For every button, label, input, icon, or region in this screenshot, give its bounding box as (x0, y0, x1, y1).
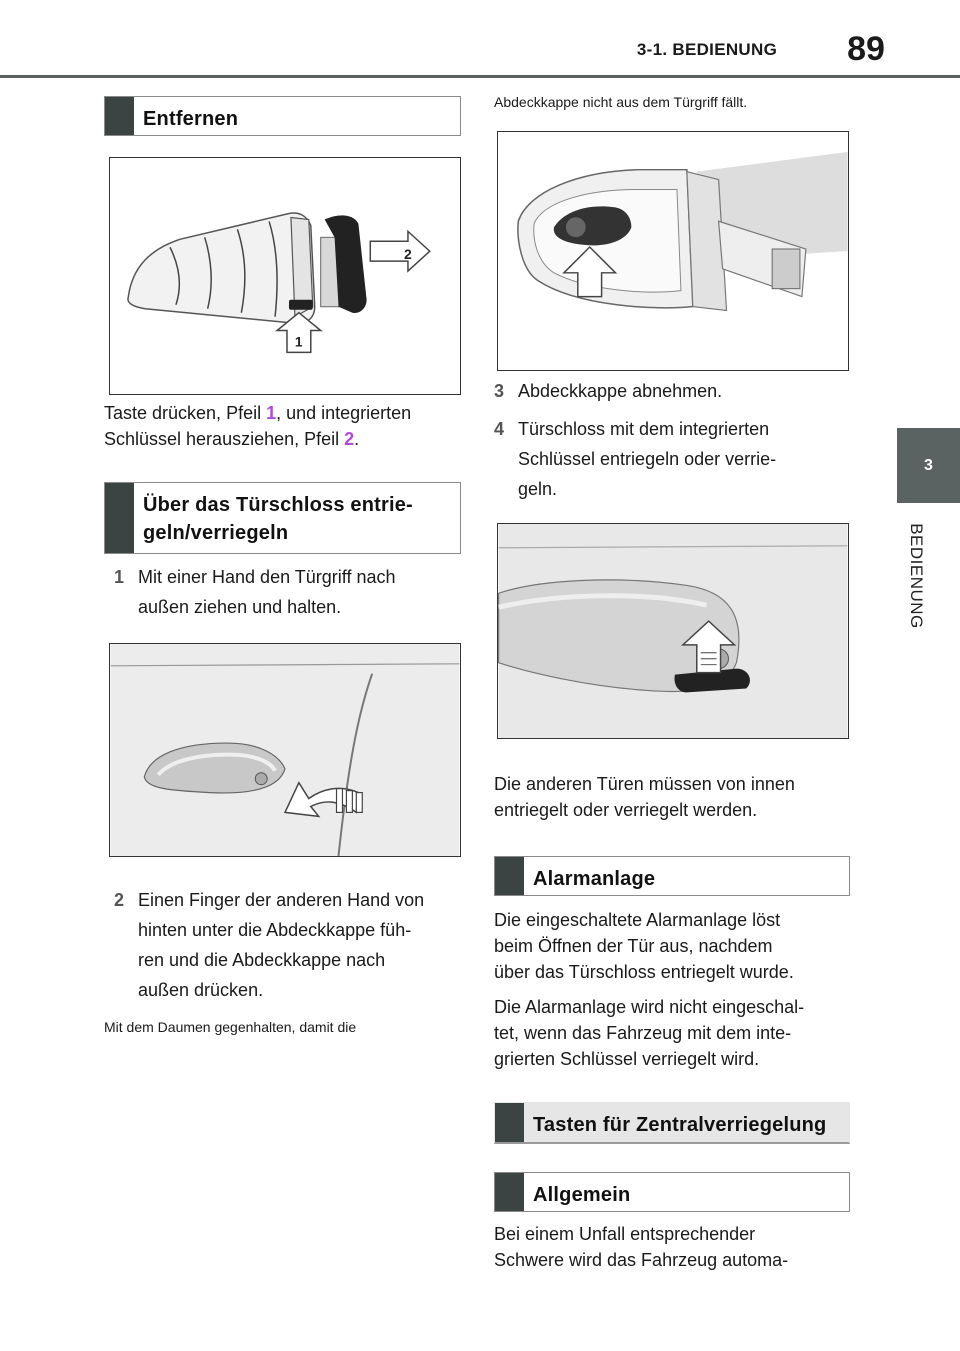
page-number: 89 (847, 30, 885, 68)
key-removal-illustration (110, 158, 460, 394)
door-handle-illustration (110, 644, 460, 856)
alarm-paragraph-1: Die eingeschaltete Alarmanlage löst beim Öffnen der Tür aus, nachdem über das Türschloss entriegelt wurde. (494, 910, 794, 982)
section-heading-text: Über das Türschloss entrie- geln/verriegeln (143, 494, 413, 544)
step-number: 1 (114, 567, 125, 587)
section-heading-text: Allgemein (533, 1184, 631, 1206)
step-number: 2 (114, 890, 125, 910)
step-number: 4 (494, 419, 505, 439)
section-heading-text: Tasten für Zentralverriegelung (533, 1114, 827, 1136)
section-heading-bar (495, 1173, 524, 1211)
chapter-tab-number: 3 (924, 456, 933, 474)
step-number: 3 (494, 381, 505, 401)
section-heading-bar (105, 483, 134, 553)
header-rule (0, 75, 960, 78)
chapter-tab[interactable] (897, 428, 960, 503)
chapter-title: 3-1. BEDIENUNG (636, 40, 778, 59)
step-3: 3 Abdeckkappe abnehmen. (494, 376, 850, 406)
note-thumb: Mit dem Daumen gegenhalten, damit die (104, 1019, 357, 1035)
section-heading-entfernen (104, 96, 461, 136)
step-1: 1 Mit einer Hand den Türgriff nach außen ziehen und halten. (114, 562, 464, 626)
section-heading-bar (105, 97, 134, 135)
alarm-paragraph-2: Die Alarmanlage wird nicht eingeschal- tet, wenn das Fahrzeug mit dem inte- grierten Schlüssel verriegelt wird. (494, 997, 805, 1069)
section-heading-text: Alarmanlage (533, 868, 656, 890)
section-heading-bar (495, 857, 524, 895)
callout-1: 1 (294, 333, 303, 350)
section-heading-general (494, 1172, 850, 1212)
note-thumb-continued: Abdeckkappe nicht aus dem Türgriff fällt. (494, 94, 748, 110)
section-heading-alarm (494, 856, 850, 896)
section-heading-text: Entfernen (143, 108, 239, 130)
other-doors-text: Die anderen Türen müssen von innen entriegelt oder verriegelt werden. (494, 774, 795, 820)
figure-cover-cap (497, 131, 849, 371)
section-heading-bar (495, 1103, 524, 1142)
general-paragraph: Bei einem Unfall entsprechender Schwere wird das Fahrzeug automa- (494, 1224, 789, 1270)
caption-remove: Taste drücken, Pfeil 1, und integrierten Schlüssel herausziehen, Pfeil 2. (104, 403, 412, 449)
key-in-lock-illustration (498, 524, 848, 738)
figure-key-in-lock (497, 523, 849, 739)
callout-ref-2: 2 (344, 429, 355, 449)
callout-ref-1: 1 (266, 403, 277, 423)
cover-cap-illustration (498, 132, 848, 370)
step-2: 2 Einen Finger der anderen Hand von hinten unter die Abdeckkappe füh- ren und die Abdeckkappe nach außen drücken. (114, 885, 464, 1009)
section-heading-central-locking (494, 1102, 850, 1144)
chapter-side-label: BEDIENUNG (907, 522, 927, 629)
figure-door-handle-pull (109, 643, 461, 857)
callout-2: 2 (403, 246, 412, 263)
figure-key-removal (109, 157, 461, 395)
section-heading-door-lock (104, 482, 461, 554)
step-4: 4 Türschloss mit dem integrierten Schlüssel entriegeln oder verrie- geln. (494, 414, 850, 506)
